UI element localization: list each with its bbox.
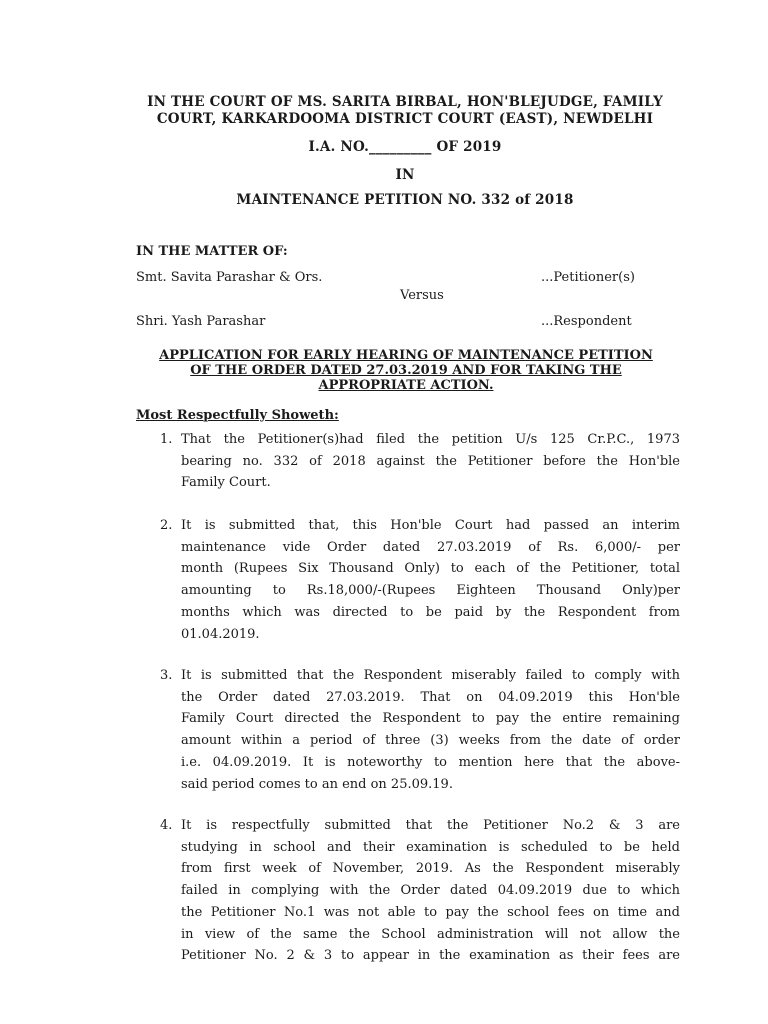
- paragraph-line: maintenance vide Order dated 27.03.2019 of Rs. 6,000/- per: [181, 539, 680, 555]
- paragraph-line: the Order dated 27.03.2019. That on 04.09.2019 this Hon'ble: [181, 689, 680, 705]
- court-line-2: COURT, KARKARDOOMA DISTRICT COURT (EAST), NEWDELHI: [156, 111, 654, 127]
- paragraph-line: months which was directed to be paid by the Respondent from: [181, 604, 680, 620]
- application-title-line-2: OF THE ORDER DATED 27.03.2019 AND FOR TAKING THE: [190, 363, 622, 378]
- in-label: IN: [395, 167, 415, 183]
- versus-label: Versus: [400, 288, 444, 303]
- paragraph-line: It is respectfully submitted that the Petitioner No.2 & 3 are: [181, 818, 680, 833]
- paragraph-line: said period comes to an end on 25.09.19.: [181, 776, 453, 792]
- paragraph-line: Family Court directed the Respondent to pay the entire remaining: [181, 711, 680, 727]
- court-line-1: IN THE COURT OF MS. SARITA BIRBAL, HON'BLEJUDGE, FAMILY: [147, 94, 663, 110]
- paragraph-line: That the Petitioner(s)had filed the petition U/s 125 Cr.P.C., 1973: [181, 432, 680, 447]
- paragraph-number: 1.: [160, 432, 173, 447]
- application-title: [140, 348, 672, 393]
- court-heading: [120, 94, 690, 128]
- paragraph-line: failed in complying with the Order dated 04.09.2019 due to which: [181, 883, 680, 899]
- ia-number: I.A. NO._________ OF 2019: [308, 139, 502, 155]
- showeth-heading: Most Respectfully Showeth:: [136, 408, 339, 423]
- respondent-name: Shri. Yash Parashar: [136, 314, 266, 329]
- paragraph-line: 01.04.2019.: [181, 626, 260, 642]
- matter-heading: IN THE MATTER OF:: [136, 244, 288, 259]
- paragraph-line: It is submitted that, this Hon'ble Court had passed an interim: [181, 518, 680, 533]
- paragraph-line: amounting to Rs.18,000/-(Rupees Eighteen Thousand Only)per: [181, 583, 680, 599]
- paragraph-line: from first week of November, 2019. As the Respondent miserably: [181, 861, 680, 877]
- paragraph-number: 3.: [160, 668, 173, 683]
- paragraph-line: month (Rupees Six Thousand Only) to each of the Petitioner, total: [181, 561, 680, 577]
- petition-number: MAINTENANCE PETITION NO. 332 of 2018: [236, 192, 574, 208]
- paragraph-number: 4.: [160, 818, 173, 833]
- paragraph-line: the Petitioner No.1 was not able to pay the school fees on time and: [181, 904, 680, 920]
- paragraph-line: i.e. 04.09.2019. It is noteworthy to mention here that the above-: [181, 754, 680, 770]
- paragraph-line: amount within a period of three (3) weeks from the date of order: [181, 733, 680, 749]
- paragraph-line: Family Court.: [181, 475, 271, 491]
- paragraph-line: Petitioner No. 2 & 3 to appear in the examination as their fees are: [181, 948, 680, 964]
- paragraph-line: in view of the same the School administration will not allow the: [181, 926, 680, 942]
- respondent-role: ...Respondent: [541, 314, 632, 329]
- paragraph-line: bearing no. 332 of 2018 against the Petitioner before the Hon'ble: [181, 453, 680, 469]
- paragraph-line: It is submitted that the Respondent miserably failed to comply with: [181, 668, 680, 683]
- application-title-line-3: APPROPRIATE ACTION.: [318, 378, 494, 393]
- application-title-line-1: APPLICATION FOR EARLY HEARING OF MAINTENANCE PETITION: [159, 348, 653, 363]
- paragraph-number: 2.: [160, 518, 173, 533]
- petitioner-role: ...Petitioner(s): [541, 270, 635, 285]
- petitioner-name: Smt. Savita Parashar & Ors.: [136, 270, 323, 285]
- paragraph-line: studying in school and their examination is scheduled to be held: [181, 839, 680, 855]
